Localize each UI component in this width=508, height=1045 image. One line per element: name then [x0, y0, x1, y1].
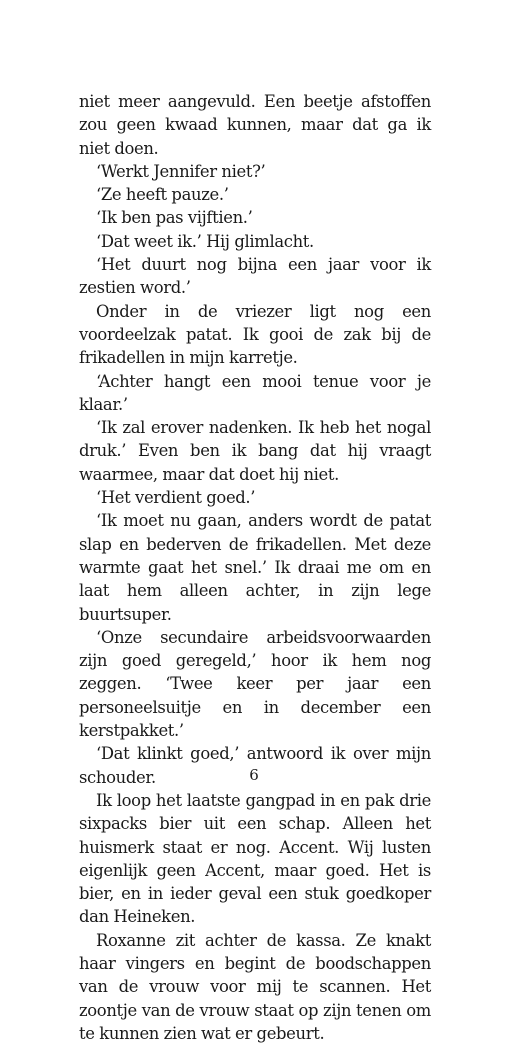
paragraph: ‘Onze secundaire arbeidsvoorwaarden zijn goed geregeld,’ hoor ik hem nog zeggen. ‘Twee keer per jaar een personeelsuitje en in december een kerstpakket.’ [79, 627, 431, 741]
paragraph: ‘Het duurt nog bijna een jaar voor ik zestien word.’ [79, 255, 431, 298]
paragraph: ‘Ze heeft pauze.’ [96, 185, 229, 205]
paragraph: ‘Dat klinkt goed,’ antwoord ik over mijn schouder. [79, 744, 431, 787]
paragraph: ‘Achter hangt een mooi tenue voor je klaar.’ [79, 371, 431, 414]
paragraph: ‘Het verdient goed.’ [96, 488, 256, 508]
paragraph: ‘Werkt Jennifer niet?’ [96, 161, 266, 181]
paragraph: Ik loop het laatste gangpad in en pak drie sixpacks bier uit een schap. Alleen het huismerk staat er nog. Accent. Wij lusten eigenlijk geen Accent, maar goed. Het is bier, en in ieder geval een stuk goedkoper dan Heineken. [79, 790, 431, 927]
body-text [79, 90, 431, 1045]
paragraph: ‘Ik zal erover nadenken. Ik heb het nogal druk.’ Even ben ik bang dat hij vraagt waarmee, maar dat doet hij niet. [79, 418, 431, 484]
paragraph: Roxanne zit achter de kassa. Ze knakt haar vingers en begint de boodschappen van de vrouw voor mij te scannen. Het zoontje van de vrouw staat op zijn tenen om te kunnen zien wat er gebeurt. [79, 930, 431, 1043]
paragraph: ‘Dat weet ik.’ Hij glimlacht. [96, 231, 314, 251]
page-number: 6 [249, 766, 259, 784]
paragraph: Onder in de vriezer ligt nog een voordeelzak patat. Ik gooi de zak bij de frikadellen in mijn karretje. [79, 301, 431, 368]
paragraph: ‘Ik ben pas vijftien.’ [96, 208, 253, 228]
paragraph: ‘Ik moet nu gaan, anders wordt de patat slap en bederven de frikadellen. Met deze warmte gaat het snel.’ Ik draai me om en laat hem alleen achter, in zijn lege buurtsuper. [79, 511, 431, 624]
paragraph: niet meer aangevuld. Een beetje afstoffen zou geen kwaad kunnen, maar dat ga ik niet doen. [79, 92, 431, 158]
